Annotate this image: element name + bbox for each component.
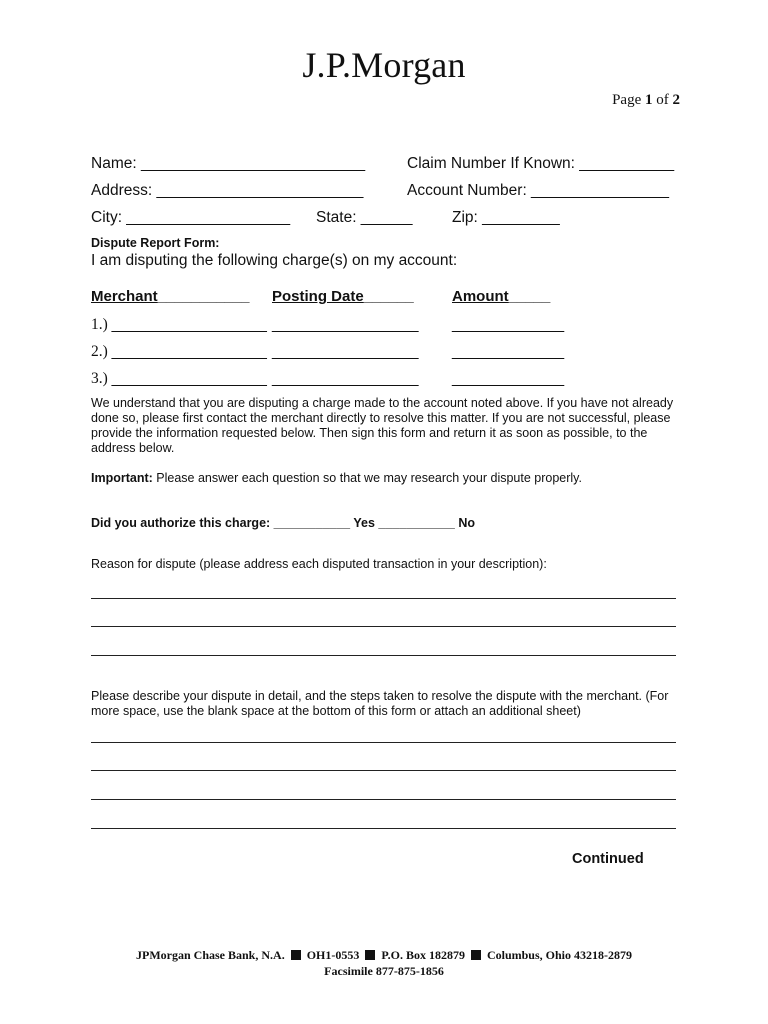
page-indicator: Page 1 of 2: [612, 92, 680, 108]
instructions-paragraph: We understand that you are disputing a charge made to the account noted above. If you have not already done so, please first contact the merchant directly to resolve this matter. If you are not successful, please provide the information requested below. Then sign this form and return it as soon as possible, to the address below.: [91, 396, 674, 455]
row-1-date[interactable]: _________________: [272, 316, 419, 333]
zip-field[interactable]: Zip: _________: [452, 209, 560, 226]
dispute-form-heading: Dispute Report Form:: [91, 236, 220, 250]
describe-line-4[interactable]: [91, 828, 676, 829]
row-2-date[interactable]: _________________: [272, 343, 419, 360]
describe-line-3[interactable]: [91, 799, 676, 800]
city-field[interactable]: City: ___________________: [91, 209, 291, 226]
describe-line-1[interactable]: [91, 742, 676, 743]
row-2-merchant[interactable]: 2.) __________________: [91, 343, 267, 360]
reason-line-3[interactable]: [91, 655, 676, 656]
authorize-question[interactable]: Did you authorize this charge: ___________ Yes ___________ No: [91, 516, 476, 530]
reason-prompt: Reason for dispute (please address each disputed transaction in your description):: [91, 557, 547, 571]
merchant-column-header: Merchant___________: [91, 288, 250, 305]
row-3-merchant[interactable]: 3.) __________________: [91, 370, 267, 387]
square-bullet-icon: [291, 950, 301, 960]
continued-label: Continued: [572, 851, 644, 867]
claim-number-field[interactable]: Claim Number If Known: ___________: [407, 155, 675, 172]
footer-address: JPMorgan Chase Bank, N.A. OH1-0553 P.O. Box 182879 Columbus, Ohio 43218-2879: [136, 948, 632, 962]
jpmorgan-logo: J.P.Morgan: [302, 45, 466, 85]
square-bullet-icon: [471, 950, 481, 960]
important-note: Important: Please answer each question so that we may research your dispute properly.: [91, 471, 582, 485]
reason-line-1[interactable]: [91, 598, 676, 599]
address-field[interactable]: Address: ________________________: [91, 182, 364, 199]
dispute-intro: I am disputing the following charge(s) on my account:: [91, 252, 458, 269]
row-1-merchant[interactable]: 1.) __________________: [91, 316, 267, 333]
name-field[interactable]: Name: __________________________: [91, 155, 366, 172]
reason-line-2[interactable]: [91, 626, 676, 627]
row-1-amount[interactable]: _____________: [452, 316, 565, 333]
row-2-amount[interactable]: _____________: [452, 343, 565, 360]
square-bullet-icon: [365, 950, 375, 960]
describe-prompt: Please describe your dispute in detail, and the steps taken to resolve the dispute with the merchant. (For more space, use the blank space at the bottom of this form or attach an additional sheet): [91, 689, 669, 718]
footer-fax: Facsimile 877-875-1856: [324, 964, 444, 978]
state-field[interactable]: State: ______: [316, 209, 413, 226]
posting-date-column-header: Posting Date______: [272, 288, 414, 305]
account-number-field[interactable]: Account Number: ________________: [407, 182, 669, 199]
row-3-date[interactable]: _________________: [272, 370, 419, 387]
amount-column-header: Amount_____: [452, 288, 551, 305]
row-3-amount[interactable]: _____________: [452, 370, 565, 387]
describe-line-2[interactable]: [91, 770, 676, 771]
